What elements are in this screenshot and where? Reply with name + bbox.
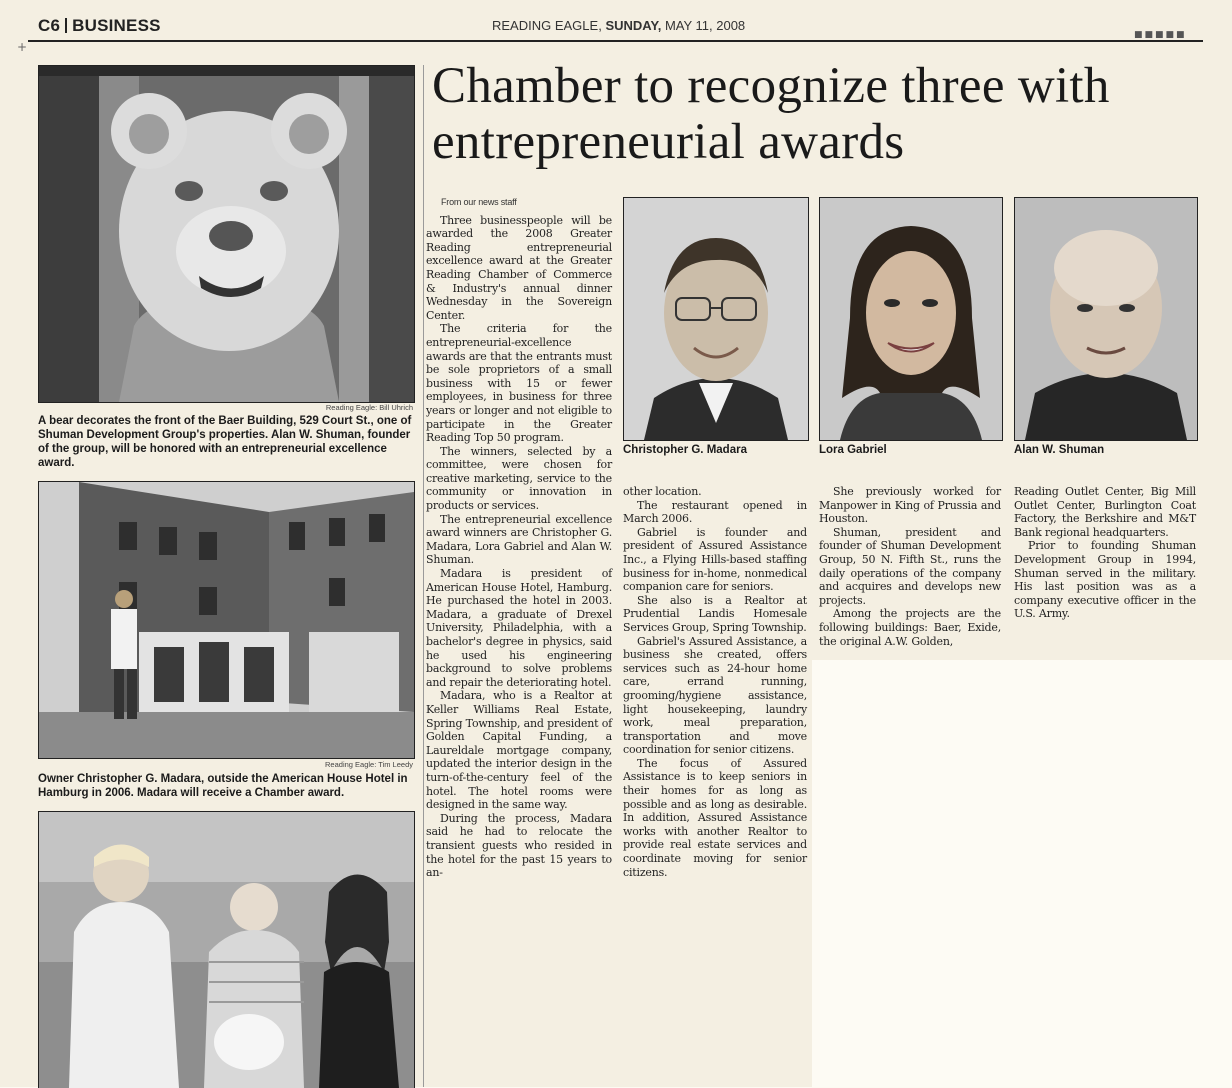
crop-mark: + <box>17 40 28 54</box>
article-paragraph: The criteria for the entrepreneurial-excellence awards are that the entrants must be sole proprietors of a small business with 15 or fewer employees, in business for three years or longer and not eligible to participate in the Greater Reading Top 50 program. <box>426 322 612 445</box>
group-photo <box>38 811 415 1088</box>
shuman-photo <box>1014 197 1198 441</box>
byline: From our news staff <box>441 197 517 207</box>
article-paragraph: She also is a Realtor at Prudential Landis Homesale Services Group, Spring Township. <box>623 593 807 634</box>
gabriel-portrait-image <box>820 198 1002 440</box>
article-paragraph: The winners, selected by a committee, were chosen for creative marketing, service to the community or innovation in products or services. <box>426 444 612 513</box>
article-column-3 <box>819 485 1001 648</box>
article-paragraph: Gabriel is founder and president of Assured Assistance Inc., a Flying Hills-based staffing business for in-home, nonmedical companion care for seniors. <box>623 525 807 594</box>
hotel-photo-credit: Reading Eagle: Tim Leedy <box>325 760 413 769</box>
page-number: C6 <box>38 16 61 35</box>
bear-photo <box>38 65 415 403</box>
hotel-photo-caption: Owner Christopher G. Madara, outside the American House Hotel in Hamburg in 2006. Madara will receive a Chamber award. <box>38 773 408 799</box>
article-paragraph: Madara is president of American House Hotel, Hamburg. He purchased the hotel in 2003. Madara, a graduate of Drexel University, Philadelphia, with a bachelor's degree in physics, said he used his engineering background to solve problems and repair the deteriorating hotel. <box>426 567 612 689</box>
article-paragraph: Three businesspeople will be awarded the 2008 Greater Reading entrepreneurial excellence award at the Greater Reading Chamber of Commerce & Industry's annual dinner Wednesday in the Sovereign Center. <box>426 213 612 322</box>
article-paragraph: Reading Outlet Center, Big Mill Outlet Center, Burlington Coat Factory, the Berkshire and M&T Bank regional headquarters. <box>1014 485 1196 539</box>
blank-area <box>812 660 1232 1087</box>
article-paragraph: Shuman, president and founder of Shuman Development Group, 50 N. Fifth St., runs the daily operations of the company and acquires and develops new projects. <box>819 525 1001 607</box>
article-paragraph: other location. <box>623 485 702 498</box>
publication-day: SUNDAY, <box>605 18 662 33</box>
paper-name: READING EAGLE, <box>492 18 602 33</box>
article-column-4 <box>1014 485 1196 621</box>
article-paragraph: She previously worked for Manpower in King of Prussia and Houston. <box>819 485 1001 526</box>
gabriel-with-seniors-image <box>39 812 414 1088</box>
gabriel-photo <box>819 197 1003 441</box>
american-house-hotel-image <box>39 482 414 758</box>
column-rule <box>423 65 424 1087</box>
article-paragraph: The focus of Assured Assistance is to keep seniors in their homes for as long as possible and as long as desirable. In addition, Assured Assistance works with another Realtor to provide real estate services and coordinate moving for senior citizens. <box>623 756 807 879</box>
headline: Chamber to recognize three with entrepreneurial awards <box>432 58 1110 170</box>
article-paragraph: Among the projects are the following buildings: Baer, Exide, the original A.W. Golden, <box>819 607 1001 648</box>
article-paragraph: During the process, Madara said he had to relocate the transient guests who resided in the hotel for the past 15 years to an- <box>426 811 612 880</box>
bear-statue-image <box>39 66 414 402</box>
article-paragraph: Gabriel's Assured Assistance, a business she created, offers services such as 24-hour home care, errand running, grooming/hygiene assistance, light housekeeping, laundry work, meal preparation, transportation and move coordination for senior citizens. <box>623 634 807 757</box>
header-rule <box>28 40 1203 42</box>
madara-photo <box>623 197 809 441</box>
bear-photo-credit: Reading Eagle: Bill Uhrich <box>325 403 413 412</box>
publication-date: MAY 11, 2008 <box>664 18 746 33</box>
article-column-1 <box>426 196 612 880</box>
article-column-2 <box>623 485 807 879</box>
hotel-photo <box>38 481 415 759</box>
section-name: BUSINESS <box>72 16 161 35</box>
article-paragraph: The entrepreneurial excellence award winners are Christopher G. Madara, Lora Gabriel and Alan W. Shuman. <box>426 512 612 567</box>
article-paragraph: Prior to founding Shuman Development Group in 1994, Shuman served in the military. His last position was as a company executive officer in the U.S. Army. <box>1014 539 1196 621</box>
gabriel-name: Lora Gabriel <box>819 444 887 456</box>
madara-name: Christopher G. Madara <box>623 444 747 456</box>
registration-marks: ■■■■■ <box>1134 30 1187 40</box>
bear-photo-caption: A bear decorates the front of the Baer Building, 529 Court St., one of Shuman Development Group's properties. Alan W. Shuman, founder of the group, will be honored with an entrepreneurial excellence award. <box>38 415 412 469</box>
shuman-portrait-image <box>1015 198 1197 440</box>
madara-portrait-image <box>624 198 808 440</box>
article-paragraph: Madara, who is a Realtor at Keller Williams Real Estate, Spring Township, and president of Golden Capital Funding, a Laureldale mortgage company, updated the interior design in the turn-of-the-century feel of the hotel. The hotel rooms were designed in the same way. <box>426 689 612 812</box>
shuman-name: Alan W. Shuman <box>1014 444 1105 456</box>
section-header <box>38 16 161 36</box>
masthead <box>492 18 745 33</box>
article-paragraph: The restaurant opened in March 2006. <box>623 498 807 526</box>
